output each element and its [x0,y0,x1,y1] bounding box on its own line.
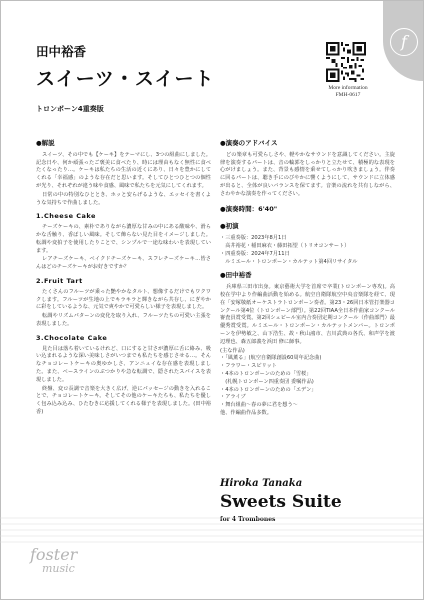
list-item: 高井裕花・稲田麻衣・藤田拓望（トリオコンサート） [220,242,350,249]
commentary-column [36,140,211,418]
movement-title: 2.Fruit Tart [36,276,83,285]
more-information-caption [318,85,378,99]
works-list [220,355,395,417]
list-item: ルミエール・トロンボーン・カルテット第4回リサイタル [220,258,358,265]
duration-heading: ●演奏時間：6'40" [220,204,278,213]
intro-paragraph: スイーツ、その中でも【ケーキ】をテーマにし、3つの組曲にしました。記念日や、何か頑張ったご褒美に食べたり、時には理由もなく無性に食べたくなったり…。ケーキは私たちの生活の近くにあり、日々を豊かにしてくれる「幸福感」のような存在だと思います。そしてひとつひとつの個性が光り、それぞれが違う味や食感、風味で私たちを元気にしてくれます。 [36,151,211,189]
movement-paragraph: チーズケーキの、素朴でありながら濃厚な甘みの中にある酸味や、滑らかな舌触り、香ばしい風味。そして飾らない見た目をイメージしました。転調や変拍子を使用したりことで、シンプルで一途な味わいを表現しています。 [36,224,211,254]
instrumentation-jp: トロンボーン4重奏版 [36,105,104,113]
instrumentation-en: for 4 Trombones [220,516,276,523]
publisher-logo-line2: music [42,562,75,575]
commentary-heading: ●解説 [36,139,55,147]
intro-paragraph: 日常の中の特別なひととき、ホッと安らげるような、エッセイを書くような気持ちで作曲しました。 [36,191,211,206]
list-item: ・アライブ [220,394,246,401]
list-item: ・フラワー・スピリット [220,363,277,370]
biography-heading: ●田中裕香 [220,271,252,280]
premiere-heading: ●初演 [220,222,239,231]
movement-title: 1.Cheese Cake [36,212,96,221]
list-item: ・「風薫る」(航空自衛隊創設60周年記念曲) [220,355,322,362]
title-en: Sweets Suite [220,492,342,512]
movement-title: 3.Chocolate Cake [36,333,108,342]
movement-paragraph: レアチーズケーキ、ベイクドチーズケーキ、スフレチーズケーキ…皆さんはどのチーズケーキがお好きですか？ [36,256,211,271]
advice-heading: ●演奏のアドバイス [220,139,278,147]
works-label: (主な作品) [220,347,245,354]
advice-paragraph: どの楽章も可愛らしさや、軽やかなサウンドを意識してください。主旋律を演奏するパートは、音の輪郭をしっかりと立たせて、積極的な表現を心がけましょう。また、背景も感情を乗せてしっかり吹きましょう。伴奏に回るパートは、聴き手にのびやかに響くようにして、サウンドに立体感が出ると、全体が良いバランスを保てます。音楽の流れを共有しながら、さわやかな演奏を作ってください。 [220,151,395,197]
publisher-f-logo-icon: f [390,28,418,56]
info-column [220,140,395,418]
movement-paragraph: 見た目は落ち着いているけれど、口にすると甘さが濃厚に舌に絡み、吸い込まれるような深い美味しさがいつまでも私たちを感じさせる…。そんなチョコレートケーキの奥ゆかしさ、アンニュイな存在感を表現しました。また、ベースラインのぶつかりや急な転調で、隠されたスパイスを表現しました。 [36,345,211,383]
list-item: (札幌トロンボーン四重奏団 委嘱作品) [220,378,314,385]
composer-name-jp: 田中裕香 [36,44,87,59]
movement-paragraph: たくさんのフルーツが乗った艶やかなタルト、想像するだけでもワクワクします。フルーツが生地の上でキラキラと輝きながら共存し、にぎやかに彩をしているような、元気で爽やかで可愛らしい様子を表現しました。 [36,288,211,311]
list-item: ・三重奏版：2023年8月1日 [220,235,287,242]
qr-code-icon[interactable] [326,42,366,82]
publisher-logo-line1: foster [30,545,78,564]
biography-paragraph: 兵庫県三田市出身。東京藝術大学を首席で卒業(トロンボーン専攻)。高校在学中より作編曲活動を始める。航空自衛隊航空中央音楽隊を経て、現在「安塚敬紙オーケストラトロンボーン奏者。第23・26回日本管打楽器コンクール第4位（トロンボーン部門）。第22回TIAA全日本作曲家コンクール審査員賞受賞。第2回シェピール室内合奏団定期コンクール（作曲部門）最優秀賞受賞。ルミエール・トロンボーン・カルテットメンバー。トロンボーンを伊勢敏之、山下浩生、故・秋山鴻市、吉川武典の各氏、和声学を渡辺理也、森五郎義を浜田 修に師事。 [220,284,395,345]
list-item: ・舞台組曲～春の夢に君を想う～ [220,402,298,409]
product-code: FMH-0617 [335,92,361,98]
page-title: スイーツ・スイート [36,68,215,90]
list-item: ・4本のトロンボーンのための「エデン」 [220,386,317,393]
list-item: 他、作編曲作品多数。 [220,409,272,416]
movement-paragraph: 転調やリズムパターンの変化を取り入れ、フルーツたちの可愛い主張を表現しました。 [36,313,211,327]
composer-name-en: Hiroka Tanaka [220,478,303,489]
list-item: ・4本のトロンボーンのための「雪桜」 [220,370,312,377]
premiere-list [220,235,395,266]
publisher-logo [30,545,78,576]
list-item: ・四重奏版：2024年7月11日 [220,250,290,257]
more-information-label: More information [328,85,368,91]
movement-paragraph: 終盤、変ロ長調で音楽を大きく広げ、逆にパッセージの動きを入れることで、チョコレートケーキ。そしてその他のケーキたちも、私たちを優しく包み込み込み、ひたむきに応援してくれる様子を表現しました。(田中裕香) [36,385,211,415]
